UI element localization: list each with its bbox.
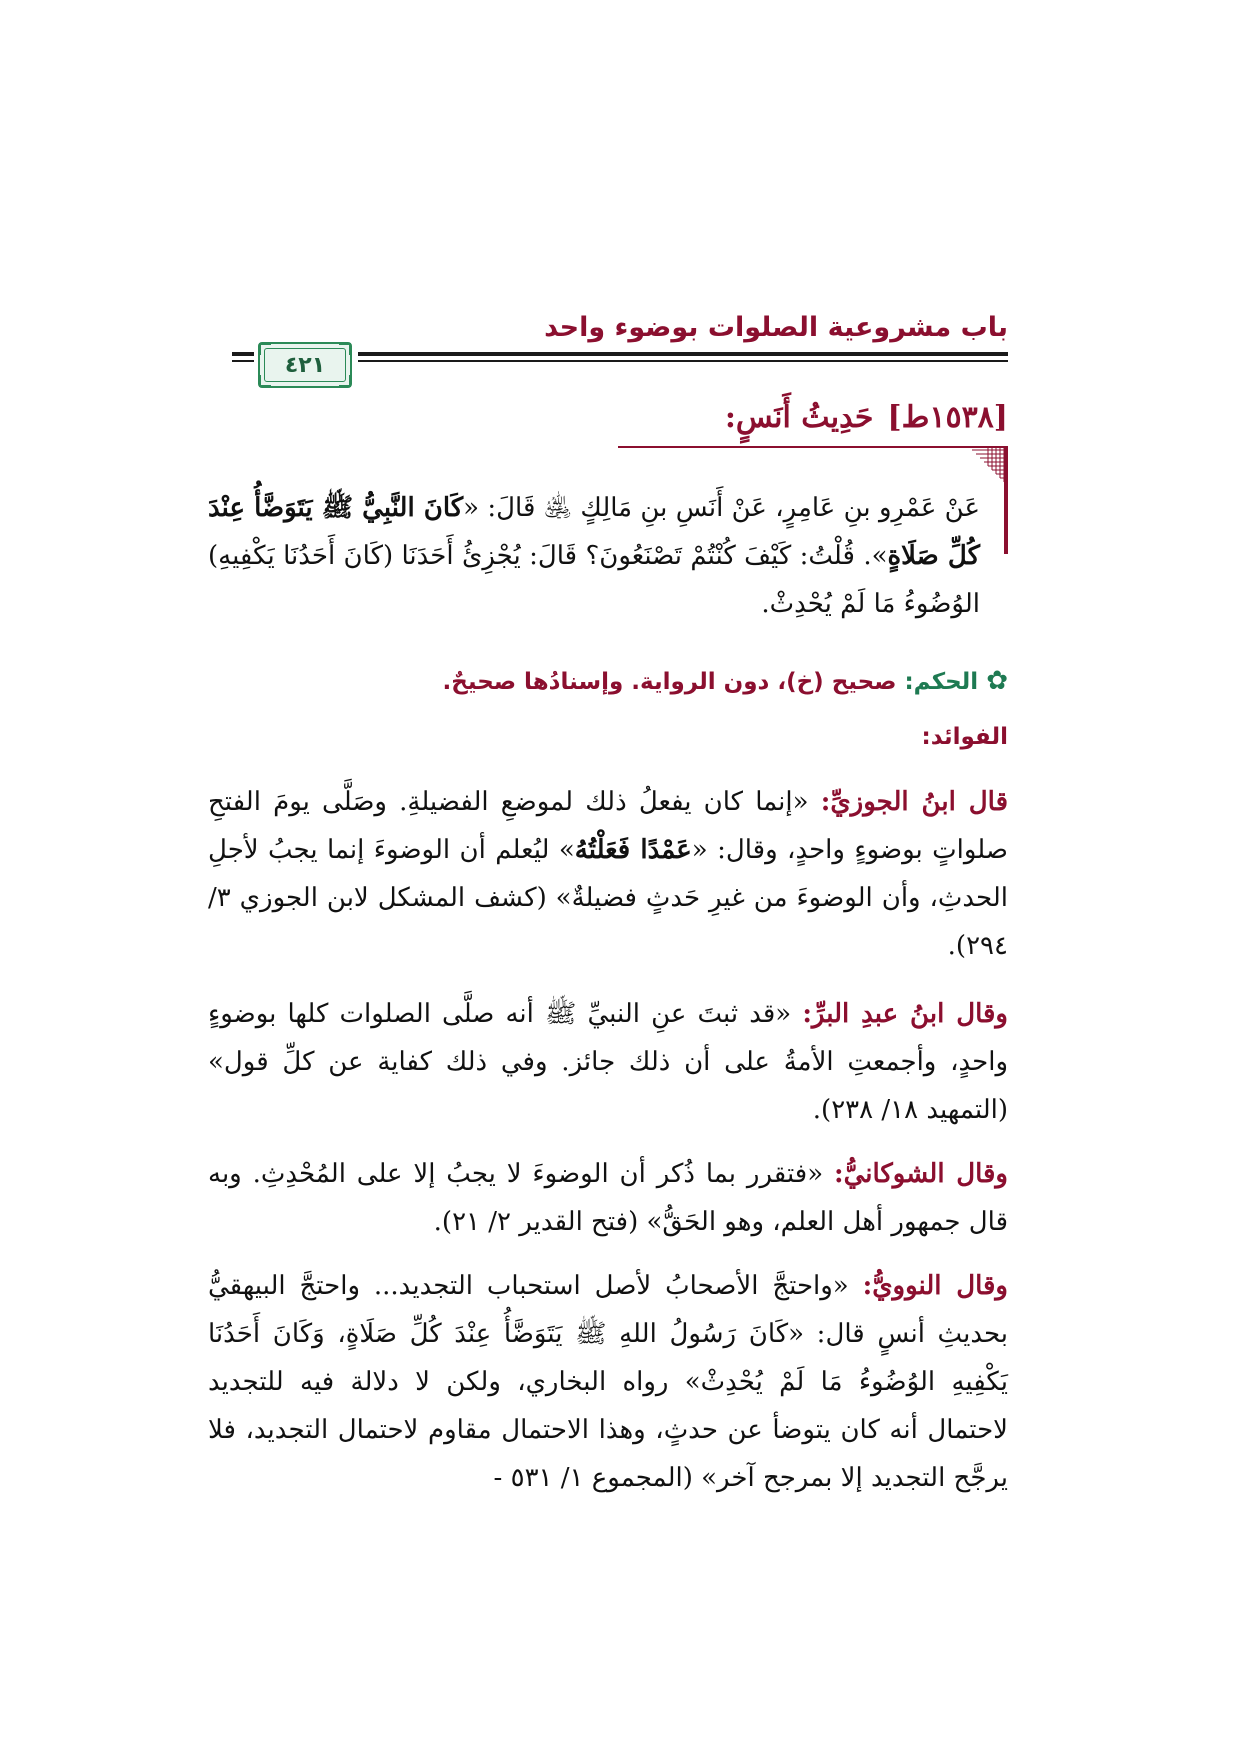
ruling-text: صحيح (خ)، دون الرواية. وإسنادُها صحيحٌ. [442, 669, 897, 695]
speaker-name: وقال النوويُّ: [862, 1271, 1008, 1301]
speaker-name: وقال الشوكانيُّ: [833, 1159, 1008, 1189]
commentary-ibn-aljawzi [208, 778, 1008, 970]
ornament-star-icon: ✿ [986, 666, 1008, 696]
header-rule-left [232, 352, 254, 356]
hadith-ruling [228, 666, 1008, 696]
paragraph-text [208, 778, 1008, 970]
ruling-label: الحكم: [904, 669, 979, 695]
hadith-frame-top-line [618, 446, 1008, 448]
commentary-alshawkani [208, 1150, 1008, 1246]
hadith-text-block [208, 484, 1008, 628]
header-rule-right [358, 352, 1008, 356]
quote-text: » ليُعلم أن الوضوءَ إنما يجبُ لأجلِ الحدثِ، وأن الوضوءَ من غيرِ حَدثٍ فضيلةٌ» (كشف المشكل لابن الجوزي ٣/ ٢٩٤). [208, 835, 1008, 961]
benefits-label: الفوائد: [921, 724, 1008, 750]
page-number-badge [258, 342, 352, 388]
quote-text: «إنما كان يفعلُ ذلك لموضعِ الفضيلةِ. وصَلَّى يومَ الفتحِ صلواتٍ بوضوءٍ واحدٍ، وقال: « [208, 787, 1008, 865]
hadith-number: [١٥٣٨ط] [887, 400, 1008, 435]
paragraph-text [208, 990, 1008, 1134]
chapter-header-title: باب مشروعية الصلوات بوضوء واحد [544, 312, 1008, 343]
header-rule-left-thin [232, 360, 254, 362]
paragraph-text [208, 1150, 1008, 1246]
header-rule-right-thin [358, 360, 1008, 362]
speaker-name: وقال ابنُ عبدِ البرِّ: [802, 999, 1008, 1029]
hadith-matn-quote: كَانَ النَّبِيُّ ﷺ يَتَوَضَّأُ عِنْدَ كُلِّ صَلَاةٍ [208, 493, 980, 571]
commentary-alnawawi [208, 1262, 1008, 1502]
hadith-isnad: عَنْ عَمْرِو بنِ عَامِرٍ، عَنْ أَنَسِ بنِ مَالِكٍ ﵁ قَالَ: « [463, 493, 980, 523]
paragraph-text [208, 1262, 1008, 1502]
hadith-title: حَدِيثُ أَنَسٍ: [724, 400, 874, 435]
hadith-text [208, 484, 1008, 628]
speaker-name: قال ابنُ الجوزيِّ: [820, 787, 1008, 817]
quote-text: «قد ثبتَ عنِ النبيِّ ﷺ أنه صلَّى الصلوات كلها بوضوءٍ واحدٍ، وأجمعتِ الأمةُ على أن ذلك جائز. وفي ذلك كفاية عن كلِّ قول» (التمهيد ١٨/ ٢٣٨). [208, 999, 1008, 1125]
ornament-corner-icon [968, 446, 1008, 486]
page-number: ٤٢١ [284, 352, 326, 378]
commentary-ibn-abd-albarr [208, 990, 1008, 1134]
quote-text: «واحتجَّ الأصحابُ لأصل استحباب التجديد... واحتجَّ البيهقيُّ بحديثِ أنسٍ قال: «كَانَ رَسُولُ اللهِ ﷺ يَتَوَضَّأُ عِنْدَ كُلِّ صَلَاةٍ، وَكَانَ أَحَدُنَا يَكْفِيهِ الوُضُوءُ مَا لَمْ يُحْدِثْ» رواه البخاري، ولكن لا دلالة فيه للتجديد لاحتمال أنه كان يتوضأ عن حدثٍ، وهذا الاحتمال مقاوم لاحتمال التجديد، فلا يرجَّح التجديد إلا بمرجح آخر» (المجموع ١/ ٥٣١ - [208, 1271, 1008, 1493]
quote-bold: عَمْدًا فَعَلْتُهُ [574, 835, 692, 865]
hadith-matn-rest: ». قُلْتُ: كَيْفَ كُنْتُمْ تَصْنَعُونَ؟ قَالَ: يُجْزِئُ أَحَدَنَا (كَانَ أَحَدُنَا يَكْفِيهِ) الوُضُوءُ مَا لَمْ يُحْدِثْ. [208, 541, 980, 619]
quote-text: «فتقرر بما ذُكر أن الوضوءَ لا يجبُ إلا على المُحْدِثِ. وبه قال جمهور أهل العلم، وهو الحَقُّ» (فتح القدير ٢/ ٢١). [208, 1159, 1008, 1237]
hadith-heading [725, 400, 1008, 435]
